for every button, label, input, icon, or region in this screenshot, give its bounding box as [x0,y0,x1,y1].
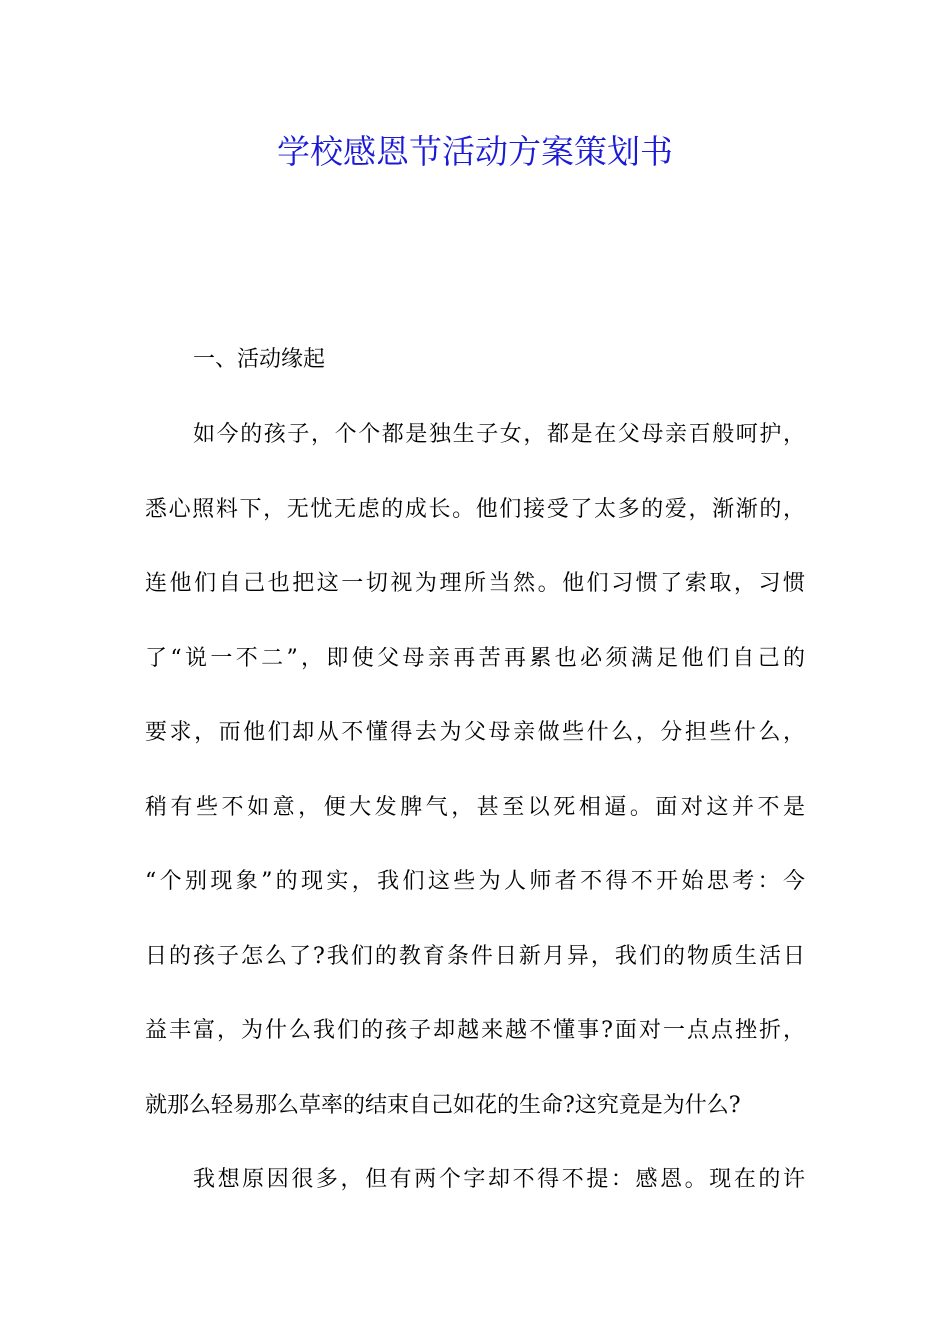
section-heading: 一、活动缘起 [193,347,326,372]
paragraph-line: 如今的孩子，个个都是独生子女，都是在父母亲百般呵护， [193,422,805,447]
paragraph-line: “个别现象”的现实，我们这些为人师者不得不开始思考：今 [145,869,805,894]
paragraph-line: 悉心照料下，无忧无虑的成长。他们接受了太多的爱，渐渐的， [145,497,805,522]
paragraph-line: 就那么轻易那么草率的结束自己如花的生命?这究竟是为什么? [145,1093,741,1118]
paragraph-line: 连他们自己也把这一切视为理所当然。他们习惯了索取，习惯 [145,571,805,596]
paragraph-line: 要求，而他们却从不懂得去为父母亲做些什么，分担些什么， [145,720,805,745]
paragraph-line: 了“说一不二”，即使父母亲再苦再累也必须满足他们自己的 [145,646,805,671]
paragraph-line: 我想原因很多，但有两个字却不得不提：感恩。现在的许 [193,1167,805,1192]
document-title: 学校感恩节活动方案策划书 [277,132,673,171]
paragraph-line: 稍有些不如意，便大发脾气，甚至以死相逼。面对这并不是 [145,795,805,820]
paragraph-line: 日的孩子怎么了?我们的教育条件日新月异，我们的物质生活日 [145,944,805,969]
paragraph-line: 益丰富，为什么我们的孩子却越来越不懂事?面对一点点挫折， [145,1018,805,1043]
